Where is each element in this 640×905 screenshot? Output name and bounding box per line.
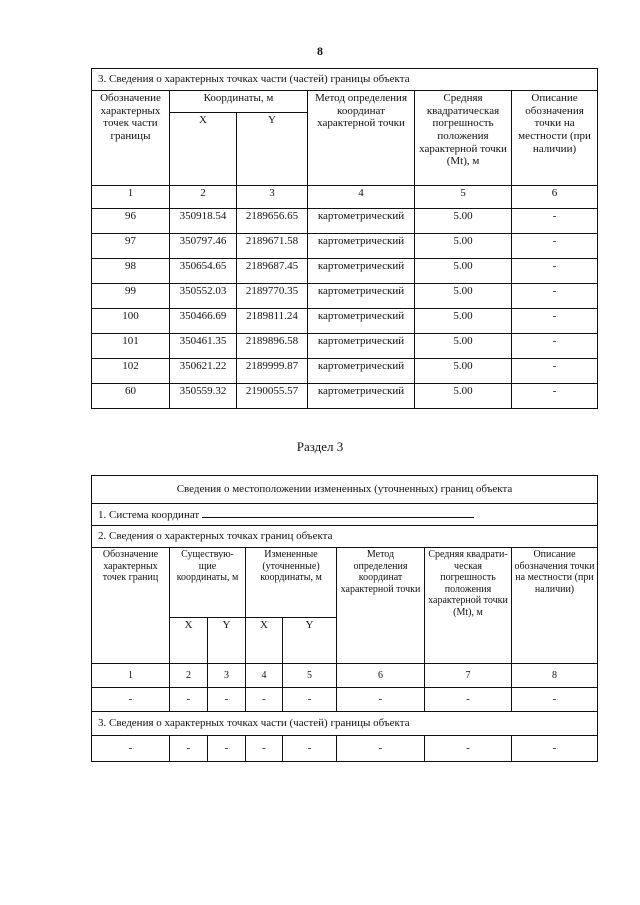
cell-method: картометрический [308, 359, 415, 384]
cell-desc: - [512, 334, 598, 359]
cell-method: картометрический [308, 384, 415, 409]
points-caption: 2. Сведения о характерных точках границ объекта [92, 526, 598, 548]
cell-desc: - [512, 209, 598, 234]
cell-empty: - [425, 688, 512, 712]
col-number: 8 [512, 664, 598, 688]
table-row [92, 736, 598, 762]
header-description: Описание обозначения точки на местности (при наличии) [512, 548, 598, 664]
cell-y: 2190055.57 [237, 384, 308, 409]
cell-empty: - [208, 736, 246, 762]
cell-desc: - [512, 384, 598, 409]
table1-caption: 3. Сведения о характерных точках части (частей) границы объекта [92, 69, 598, 91]
cell-x: 350559.32 [170, 384, 237, 409]
header-existing-y: Y [208, 618, 246, 664]
header-y: Y [237, 113, 308, 186]
header-method: Метод определения координат характерной точки [337, 548, 425, 664]
cell-point: 99 [92, 284, 170, 309]
cell-point: 97 [92, 234, 170, 259]
col-number: 1 [92, 664, 170, 688]
cell-x: 350466.69 [170, 309, 237, 334]
cell-x: 350797.46 [170, 234, 237, 259]
header-changed-y: Y [283, 618, 337, 664]
header-description: Описание обозначения точки на местности (при наличии) [512, 91, 598, 186]
col-number: 4 [308, 186, 415, 209]
cell-empty: - [92, 688, 170, 712]
col-number: 2 [170, 186, 237, 209]
cell-method: картометрический [308, 334, 415, 359]
cell-y: 2189896.58 [237, 334, 308, 359]
cell-y: 2189999.87 [237, 359, 308, 384]
header-x: X [170, 113, 237, 186]
col-number: 5 [415, 186, 512, 209]
cell-y: 2189687.45 [237, 259, 308, 284]
table-row [92, 384, 598, 409]
table-row [92, 309, 598, 334]
cell-point: 98 [92, 259, 170, 284]
cell-empty: - [246, 688, 283, 712]
cell-y: 2189811.24 [237, 309, 308, 334]
table-changed-boundaries [91, 475, 598, 762]
cell-empty: - [512, 688, 598, 712]
table-row [92, 359, 598, 384]
header-coords: Координаты, м [170, 91, 308, 113]
cell-x: 350552.03 [170, 284, 237, 309]
cell-error: 5.00 [415, 234, 512, 259]
parts-caption: 3. Сведения о характерных точках части (частей) границы объекта [92, 712, 598, 736]
table2-caption: Сведения о местоположении измененных (уточненных) границ объекта [92, 476, 598, 504]
section-title: Раздел 3 [296, 439, 344, 454]
cell-empty: - [425, 736, 512, 762]
cell-empty: - [283, 688, 337, 712]
col-number: 6 [512, 186, 598, 209]
cell-empty: - [246, 736, 283, 762]
column-numbers-row [92, 664, 598, 688]
cell-point: 101 [92, 334, 170, 359]
col-number: 1 [92, 186, 170, 209]
page-number: 8 [317, 44, 323, 58]
cell-error: 5.00 [415, 209, 512, 234]
cell-empty: - [337, 736, 425, 762]
header-method: Метод определения координат характерной точки [308, 91, 415, 186]
cell-x: 350461.35 [170, 334, 237, 359]
cell-x: 350654.65 [170, 259, 237, 284]
cell-error: 5.00 [415, 309, 512, 334]
cell-empty: - [170, 736, 208, 762]
cell-error: 5.00 [415, 259, 512, 284]
table-row [92, 209, 598, 234]
coordinate-system-label: 1. Система координат [98, 509, 200, 522]
table-part-boundary-points [91, 68, 598, 409]
cell-method: картометрический [308, 209, 415, 234]
cell-error: 5.00 [415, 359, 512, 384]
cell-desc: - [512, 284, 598, 309]
cell-point: 96 [92, 209, 170, 234]
cell-x: 350621.22 [170, 359, 237, 384]
coordinate-system-row [92, 504, 598, 526]
column-numbers-row [92, 186, 598, 209]
cell-point: 100 [92, 309, 170, 334]
cell-error: 5.00 [415, 284, 512, 309]
cell-point: 60 [92, 384, 170, 409]
header-existing-x: X [170, 618, 208, 664]
cell-x: 350918.54 [170, 209, 237, 234]
col-number: 5 [283, 664, 337, 688]
cell-method: картометрический [308, 284, 415, 309]
cell-error: 5.00 [415, 334, 512, 359]
cell-empty: - [283, 736, 337, 762]
coordinate-system-blank [202, 507, 474, 518]
header-error: Средняя квадрати- ческая погрешность положения характерной точки (Mt), м [425, 548, 512, 664]
header-point: Обозначение характерных точек части границы [92, 91, 170, 186]
col-number: 3 [208, 664, 246, 688]
cell-desc: - [512, 259, 598, 284]
table-row [92, 284, 598, 309]
table-row [92, 334, 598, 359]
col-number: 3 [237, 186, 308, 209]
header-changed-x: X [246, 618, 283, 664]
cell-desc: - [512, 234, 598, 259]
cell-method: картометрический [308, 234, 415, 259]
cell-empty: - [512, 736, 598, 762]
cell-empty: - [170, 688, 208, 712]
cell-method: картометрический [308, 309, 415, 334]
table-row [92, 234, 598, 259]
cell-error: 5.00 [415, 384, 512, 409]
table-row [92, 688, 598, 712]
cell-empty: - [92, 736, 170, 762]
col-number: 4 [246, 664, 283, 688]
cell-method: картометрический [308, 259, 415, 284]
col-number: 6 [337, 664, 425, 688]
cell-y: 2189671.58 [237, 234, 308, 259]
cell-desc: - [512, 309, 598, 334]
header-point: Обозначение характерных точек границ [92, 548, 170, 664]
cell-y: 2189770.35 [237, 284, 308, 309]
table-row [92, 259, 598, 284]
header-changed-coords: Измененные (уточненные) координаты, м [246, 548, 337, 618]
header-error: Средняя квадратическая погрешность положения характерной точки (Mt), м [415, 91, 512, 186]
cell-empty: - [208, 688, 246, 712]
cell-desc: - [512, 359, 598, 384]
col-number: 2 [170, 664, 208, 688]
cell-point: 102 [92, 359, 170, 384]
col-number: 7 [425, 664, 512, 688]
cell-empty: - [337, 688, 425, 712]
header-existing-coords: Существую- щие координаты, м [170, 548, 246, 618]
cell-y: 2189656.65 [237, 209, 308, 234]
